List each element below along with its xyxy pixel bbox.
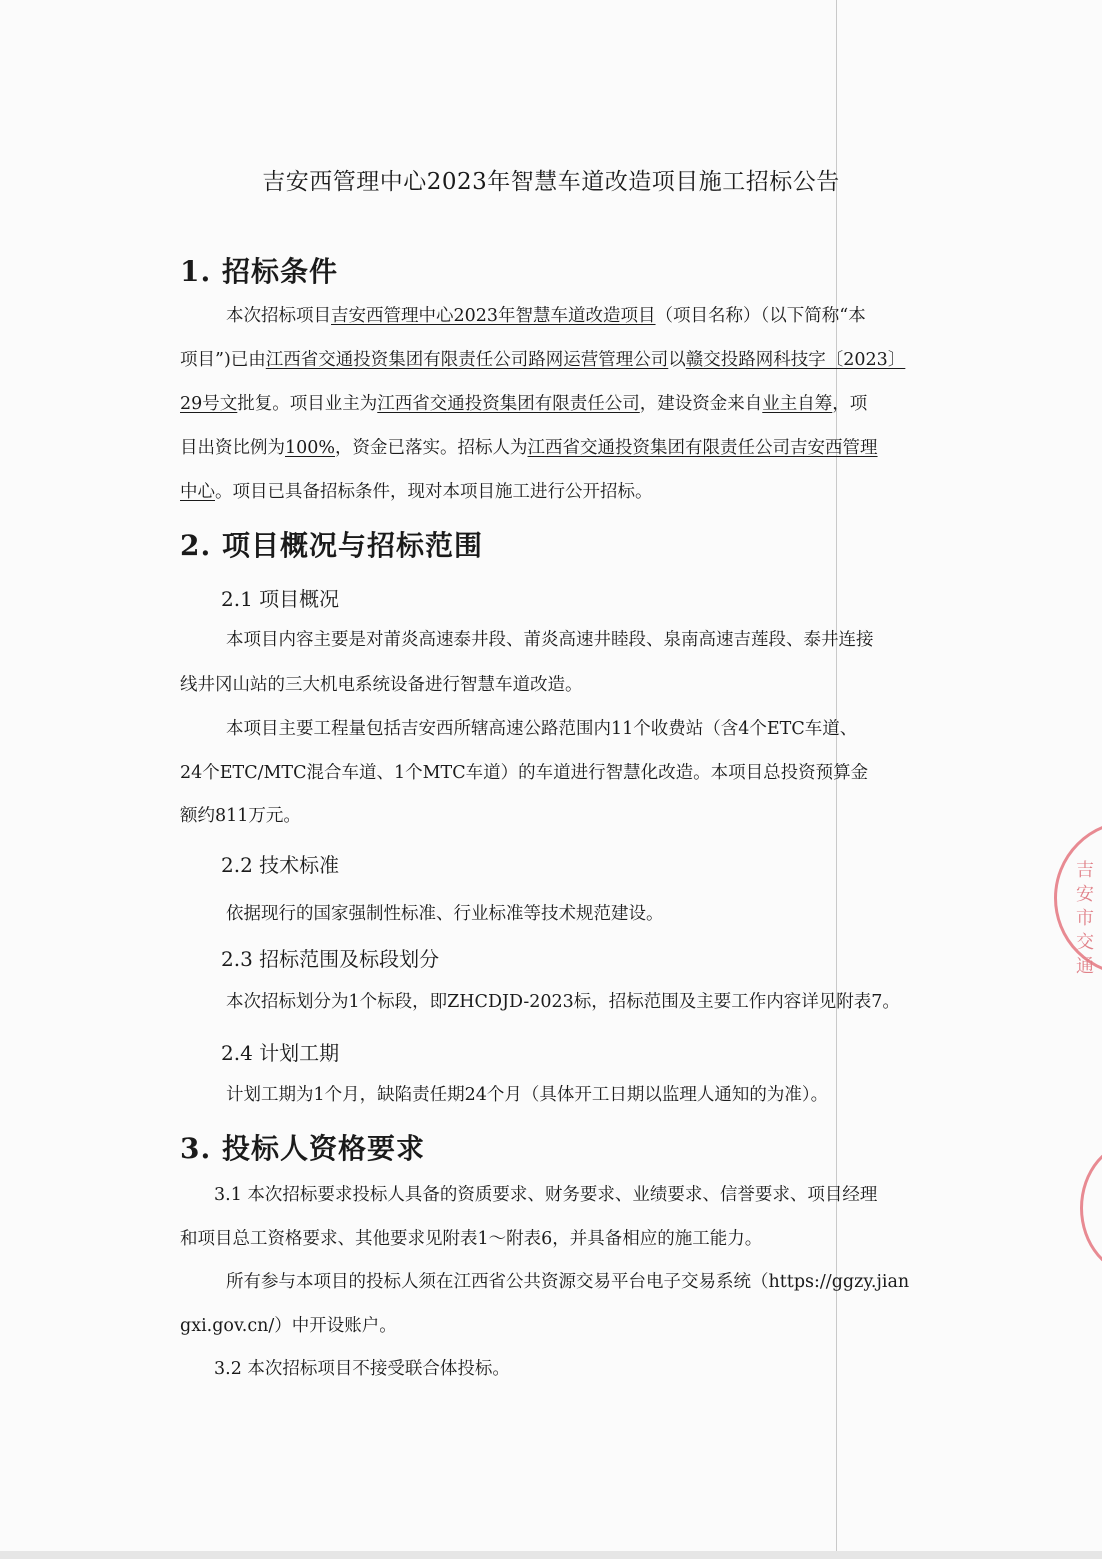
s1-line-3: 29号文批复。项目业主为江西省交通投资集团有限责任公司，建设资金来自业主自筹，项 bbox=[180, 394, 868, 414]
section-1-heading: 1. 招标条件 bbox=[180, 255, 338, 288]
s2-p4: 本次招标划分为1个标段，即ZHCDJD-2023标，招标范围及主要工作内容详见附表7。 bbox=[226, 992, 900, 1012]
subsection-2-1: 2.1 项目概况 bbox=[221, 587, 340, 611]
s2-p2-line-3: 额约811万元。 bbox=[180, 806, 301, 826]
subsection-2-3: 2.3 招标范围及标段划分 bbox=[221, 947, 440, 971]
funding-source: 业主自筹 bbox=[762, 394, 833, 414]
s2-p1-line-2: 线井冈山站的三大机电系统设备进行智慧车道改造。 bbox=[180, 675, 583, 695]
official-seal-text: 吉安市交通 bbox=[1073, 860, 1094, 980]
s1-line-5: 中心。项目已具备招标条件，现对本项目施工进行公开招标。 bbox=[180, 482, 653, 502]
approval-org: 江西省交通投资集团有限责任公司路网运营管理公司 bbox=[265, 350, 669, 370]
s1-line-1: 本次招标项目吉安西管理中心2023年智慧车道改造项目（项目名称）（以下简称“本 bbox=[226, 306, 866, 326]
funding-ratio: 100% bbox=[285, 438, 336, 458]
s2-p5: 计划工期为1个月，缺陷责任期24个月（具体开工日期以监理人通知的为准）。 bbox=[226, 1085, 829, 1105]
section-2-heading: 2. 项目概况与招标范围 bbox=[180, 529, 483, 562]
s2-p3: 依据现行的国家强制性标准、行业标准等技术规范建设。 bbox=[226, 904, 664, 924]
project-owner: 江西省交通投资集团有限责任公司 bbox=[377, 394, 640, 414]
subsection-2-4: 2.4 计划工期 bbox=[221, 1041, 340, 1065]
official-seal-partial bbox=[1080, 1140, 1102, 1276]
tenderer: 江西省交通投资集团有限责任公司吉安西管理 bbox=[527, 438, 878, 458]
s3-p2-line-2: gxi.gov.cn/）中开设账户。 bbox=[180, 1316, 397, 1336]
approval-doc-no: 赣交投路网科技字〔2023〕 bbox=[685, 350, 906, 370]
s1-line-4: 目出资比例为100%，资金已落实。招标人为江西省交通投资集团有限责任公司吉安西管理 bbox=[180, 438, 878, 458]
s2-p2-line-2: 24个ETC/MTC混合车道、1个MTC车道）的车道进行智慧化改造。本项目总投资预算金 bbox=[180, 763, 869, 783]
s3-p1-line-1: 3.1 本次招标要求投标人具备的资质要求、财务要求、业绩要求、信誉要求、项目经理 bbox=[214, 1185, 878, 1205]
s3-p3: 3.2 本次招标项目不接受联合体投标。 bbox=[214, 1359, 510, 1379]
subsection-2-2: 2.2 技术标准 bbox=[221, 853, 340, 877]
s3-p2-line-1: 所有参与本项目的投标人须在江西省公共资源交易平台电子交易系统（https://ggzy.jian bbox=[226, 1272, 910, 1292]
s2-p1-line-1: 本项目内容主要是对莆炎高速泰井段、莆炎高速井睦段、泉南高速吉莲段、泰井连接 bbox=[226, 630, 874, 650]
s3-p1-line-2: 和项目总工资格要求、其他要求见附表1～附表6，并具备相应的施工能力。 bbox=[180, 1229, 763, 1249]
s2-p2-line-1: 本项目主要工程量包括吉安西所辖高速公路范围内11个收费站（含4个ETC车道、 bbox=[226, 719, 858, 739]
scan-edge bbox=[0, 1551, 1102, 1559]
section-3-heading: 3. 投标人资格要求 bbox=[180, 1132, 425, 1165]
project-name: 吉安西管理中心2023年智慧车道改造项目 bbox=[331, 306, 656, 326]
s1-line-2: 项目”)已由江西省交通投资集团有限责任公司路网运营管理公司以赣交投路网科技字〔2023〕 bbox=[180, 350, 906, 370]
document-title: 吉安西管理中心2023年智慧车道改造项目施工招标公告 bbox=[262, 169, 840, 195]
